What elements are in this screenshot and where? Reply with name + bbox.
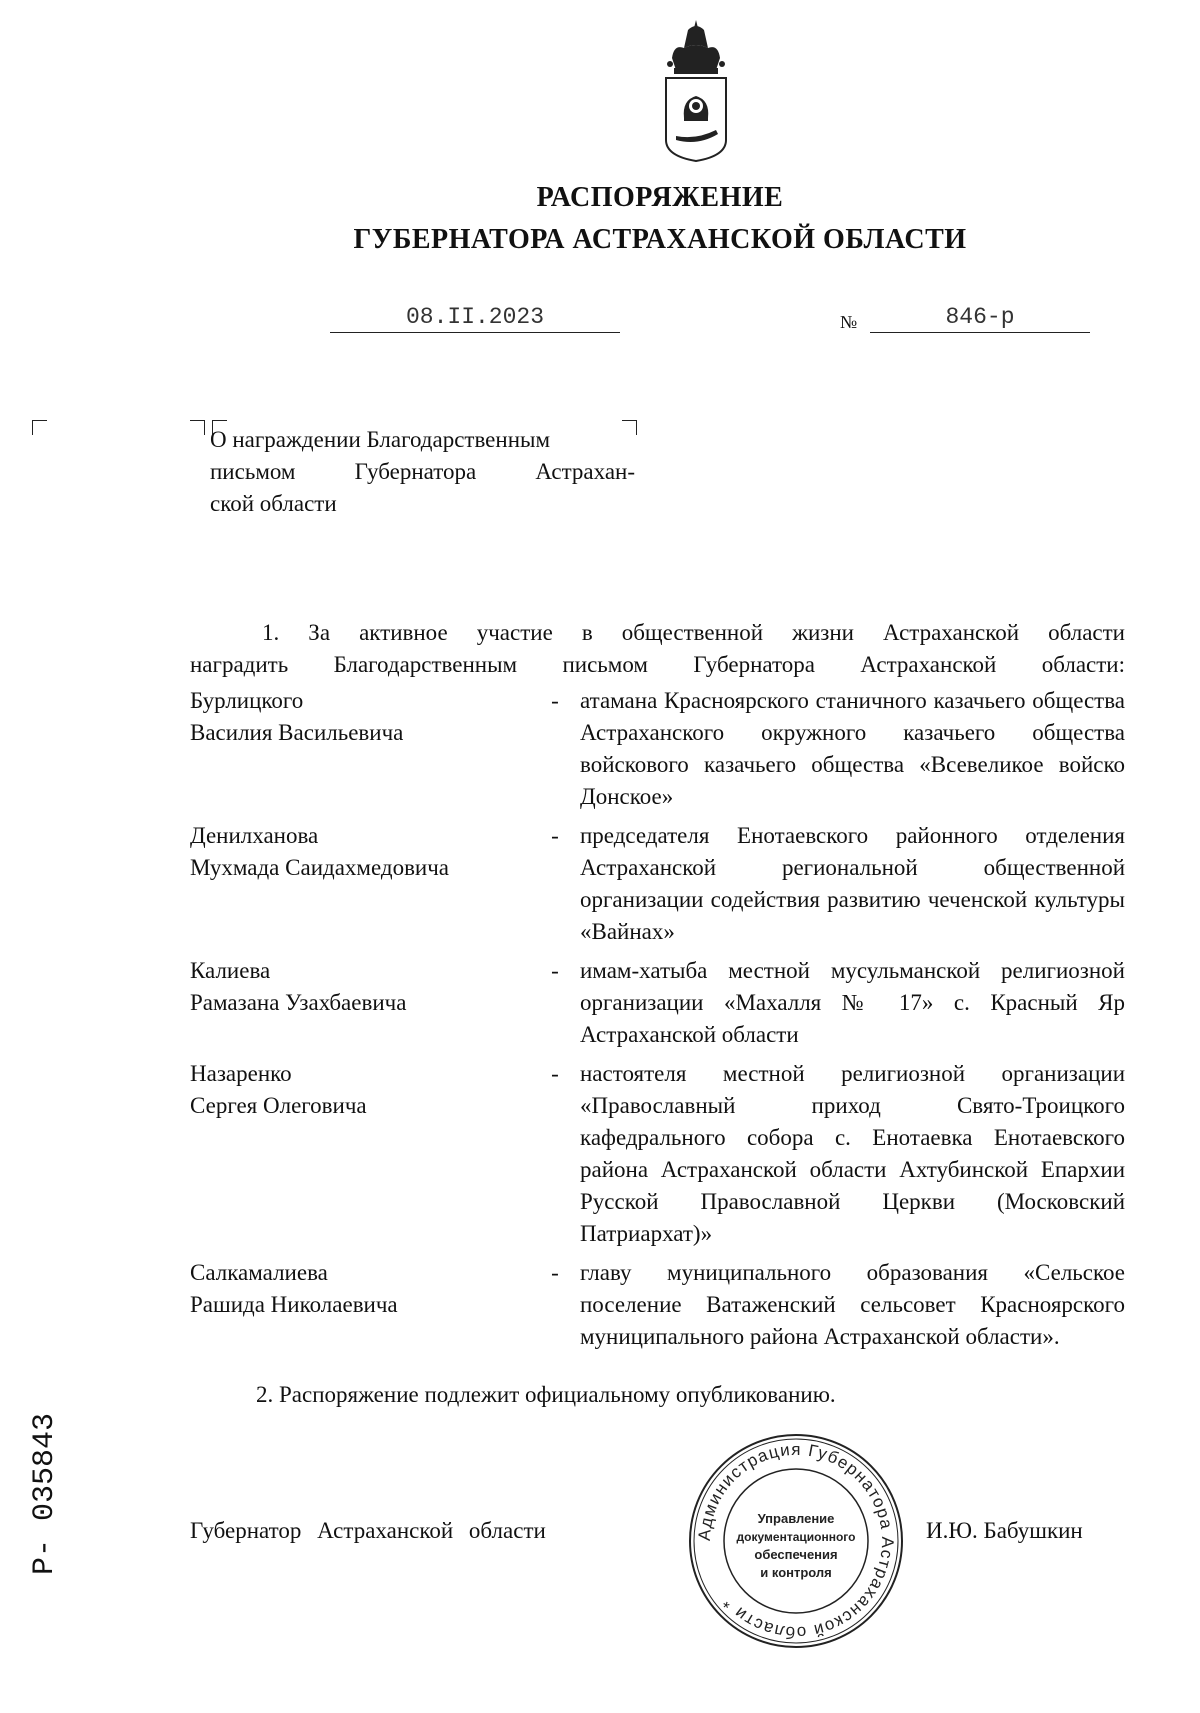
awardee-row xyxy=(190,820,1125,948)
awardee-name xyxy=(190,1257,540,1353)
awardee-given-name: Сергея Олеговича xyxy=(190,1093,367,1118)
awardee-name xyxy=(190,820,540,948)
dash-separator: - xyxy=(551,1260,559,1285)
number-label: № xyxy=(840,312,858,332)
paragraph-2-text: 2. Распоряжение подлежит официальному опубликованию. xyxy=(256,1382,836,1407)
awardee-surname: Бурлицкого xyxy=(190,688,304,713)
dash-separator: - xyxy=(551,958,559,983)
signatory-role: Губернатор Астраханской области xyxy=(190,1518,546,1543)
awardee-given-name: Рамазана Узахбаевича xyxy=(190,990,407,1015)
awardee-row xyxy=(190,1058,1125,1250)
issuer-title: ГУБЕРНАТОРА АСТРАХАНСКОЙ ОБЛАСТИ xyxy=(353,224,967,255)
awardee-description: председателя Енотаевского районного отделения Астраханской региональной общественной организации содействия развитию чеченской культуры «Вайнах» xyxy=(580,823,1125,944)
dash-separator: - xyxy=(551,688,559,713)
awardee-description: атамана Красноярского станичного казачьего общества Астраханского окружного казачьего общества войскового казачьего общества «Всевеликое войско Донское» xyxy=(580,688,1125,809)
awardee-row xyxy=(190,955,1125,1051)
awardee-surname: Калиева xyxy=(190,958,271,983)
seal-center-line: и контроля xyxy=(760,1565,832,1580)
paragraph-1-line: наградить Благодарственным письмом Губернатора Астраханской области: xyxy=(190,652,1125,677)
awardee-surname: Денилханова xyxy=(190,823,319,848)
awardee-given-name: Рашида Николаевича xyxy=(190,1292,398,1317)
awardee-given-name: Василия Васильевича xyxy=(190,720,404,745)
awardee-surname: Салкамалиева xyxy=(190,1260,328,1285)
subject-line: О награждении Благодарственным xyxy=(210,427,551,452)
document-number: 846-р xyxy=(870,304,1090,333)
awardee-description: главу муниципального образования «Сельское поселение Ватаженский сельсовет Красноярского муниципального района Астраханской области». xyxy=(580,1260,1125,1349)
awardee-description: настоятеля местной религиозной организации «Православный приход Свято-Троицкого кафедрального собора с. Енотаевка Енотаевского района Астраханской области Ахтубинской Епархии Русской Православной Церкви (Московский Патриархат)» xyxy=(580,1061,1125,1246)
awardees-list xyxy=(190,685,1125,1360)
subject-line: письмом Губернатора Астрахан- xyxy=(210,459,635,484)
corner-mark-left xyxy=(32,420,47,435)
subject-line: ской области xyxy=(210,491,337,516)
seal-center-line: Управление xyxy=(757,1511,835,1526)
paragraph-1-line: 1. За активное участие в общественной жизни Астраханской области xyxy=(262,620,1125,645)
dash-separator: - xyxy=(551,1061,559,1086)
awardee-row xyxy=(190,1257,1125,1353)
awardee-surname: Назаренко xyxy=(190,1061,292,1086)
awardee-description: имам-хатыба местной мусульманской религиозной организации «Махалля № 17» с. Красный Яр Астраханской области xyxy=(580,958,1125,1047)
official-seal-stamp xyxy=(686,1431,906,1651)
serial-text: Р- 035843 xyxy=(28,1412,62,1575)
signatory-name: И.Ю. Бабушкин xyxy=(926,1518,1083,1543)
document-subject xyxy=(210,424,635,520)
awardee-row xyxy=(190,685,1125,813)
awardee-name xyxy=(190,1058,540,1250)
awardee-name xyxy=(190,955,540,1051)
seal-center-line: обеспечения xyxy=(754,1547,838,1562)
awardee-given-name: Мухмада Саидахмедовича xyxy=(190,855,450,880)
document-date: 08.II.2023 xyxy=(330,304,620,333)
seal-ring-text: Администрация Губернатора Астраханской области * xyxy=(694,1439,898,1643)
form-serial-number xyxy=(14,1335,64,1575)
dash-separator: - xyxy=(551,823,559,848)
corner-mark-subject-outer xyxy=(190,420,205,435)
seal-center-line: документационного xyxy=(736,1530,856,1544)
paragraph-2 xyxy=(190,1379,1125,1411)
paragraph-1 xyxy=(190,617,1125,681)
coat-of-arms-emblem xyxy=(658,18,734,163)
document-type-title: РАСПОРЯЖЕНИЕ xyxy=(536,182,784,213)
awardee-name xyxy=(190,685,540,813)
